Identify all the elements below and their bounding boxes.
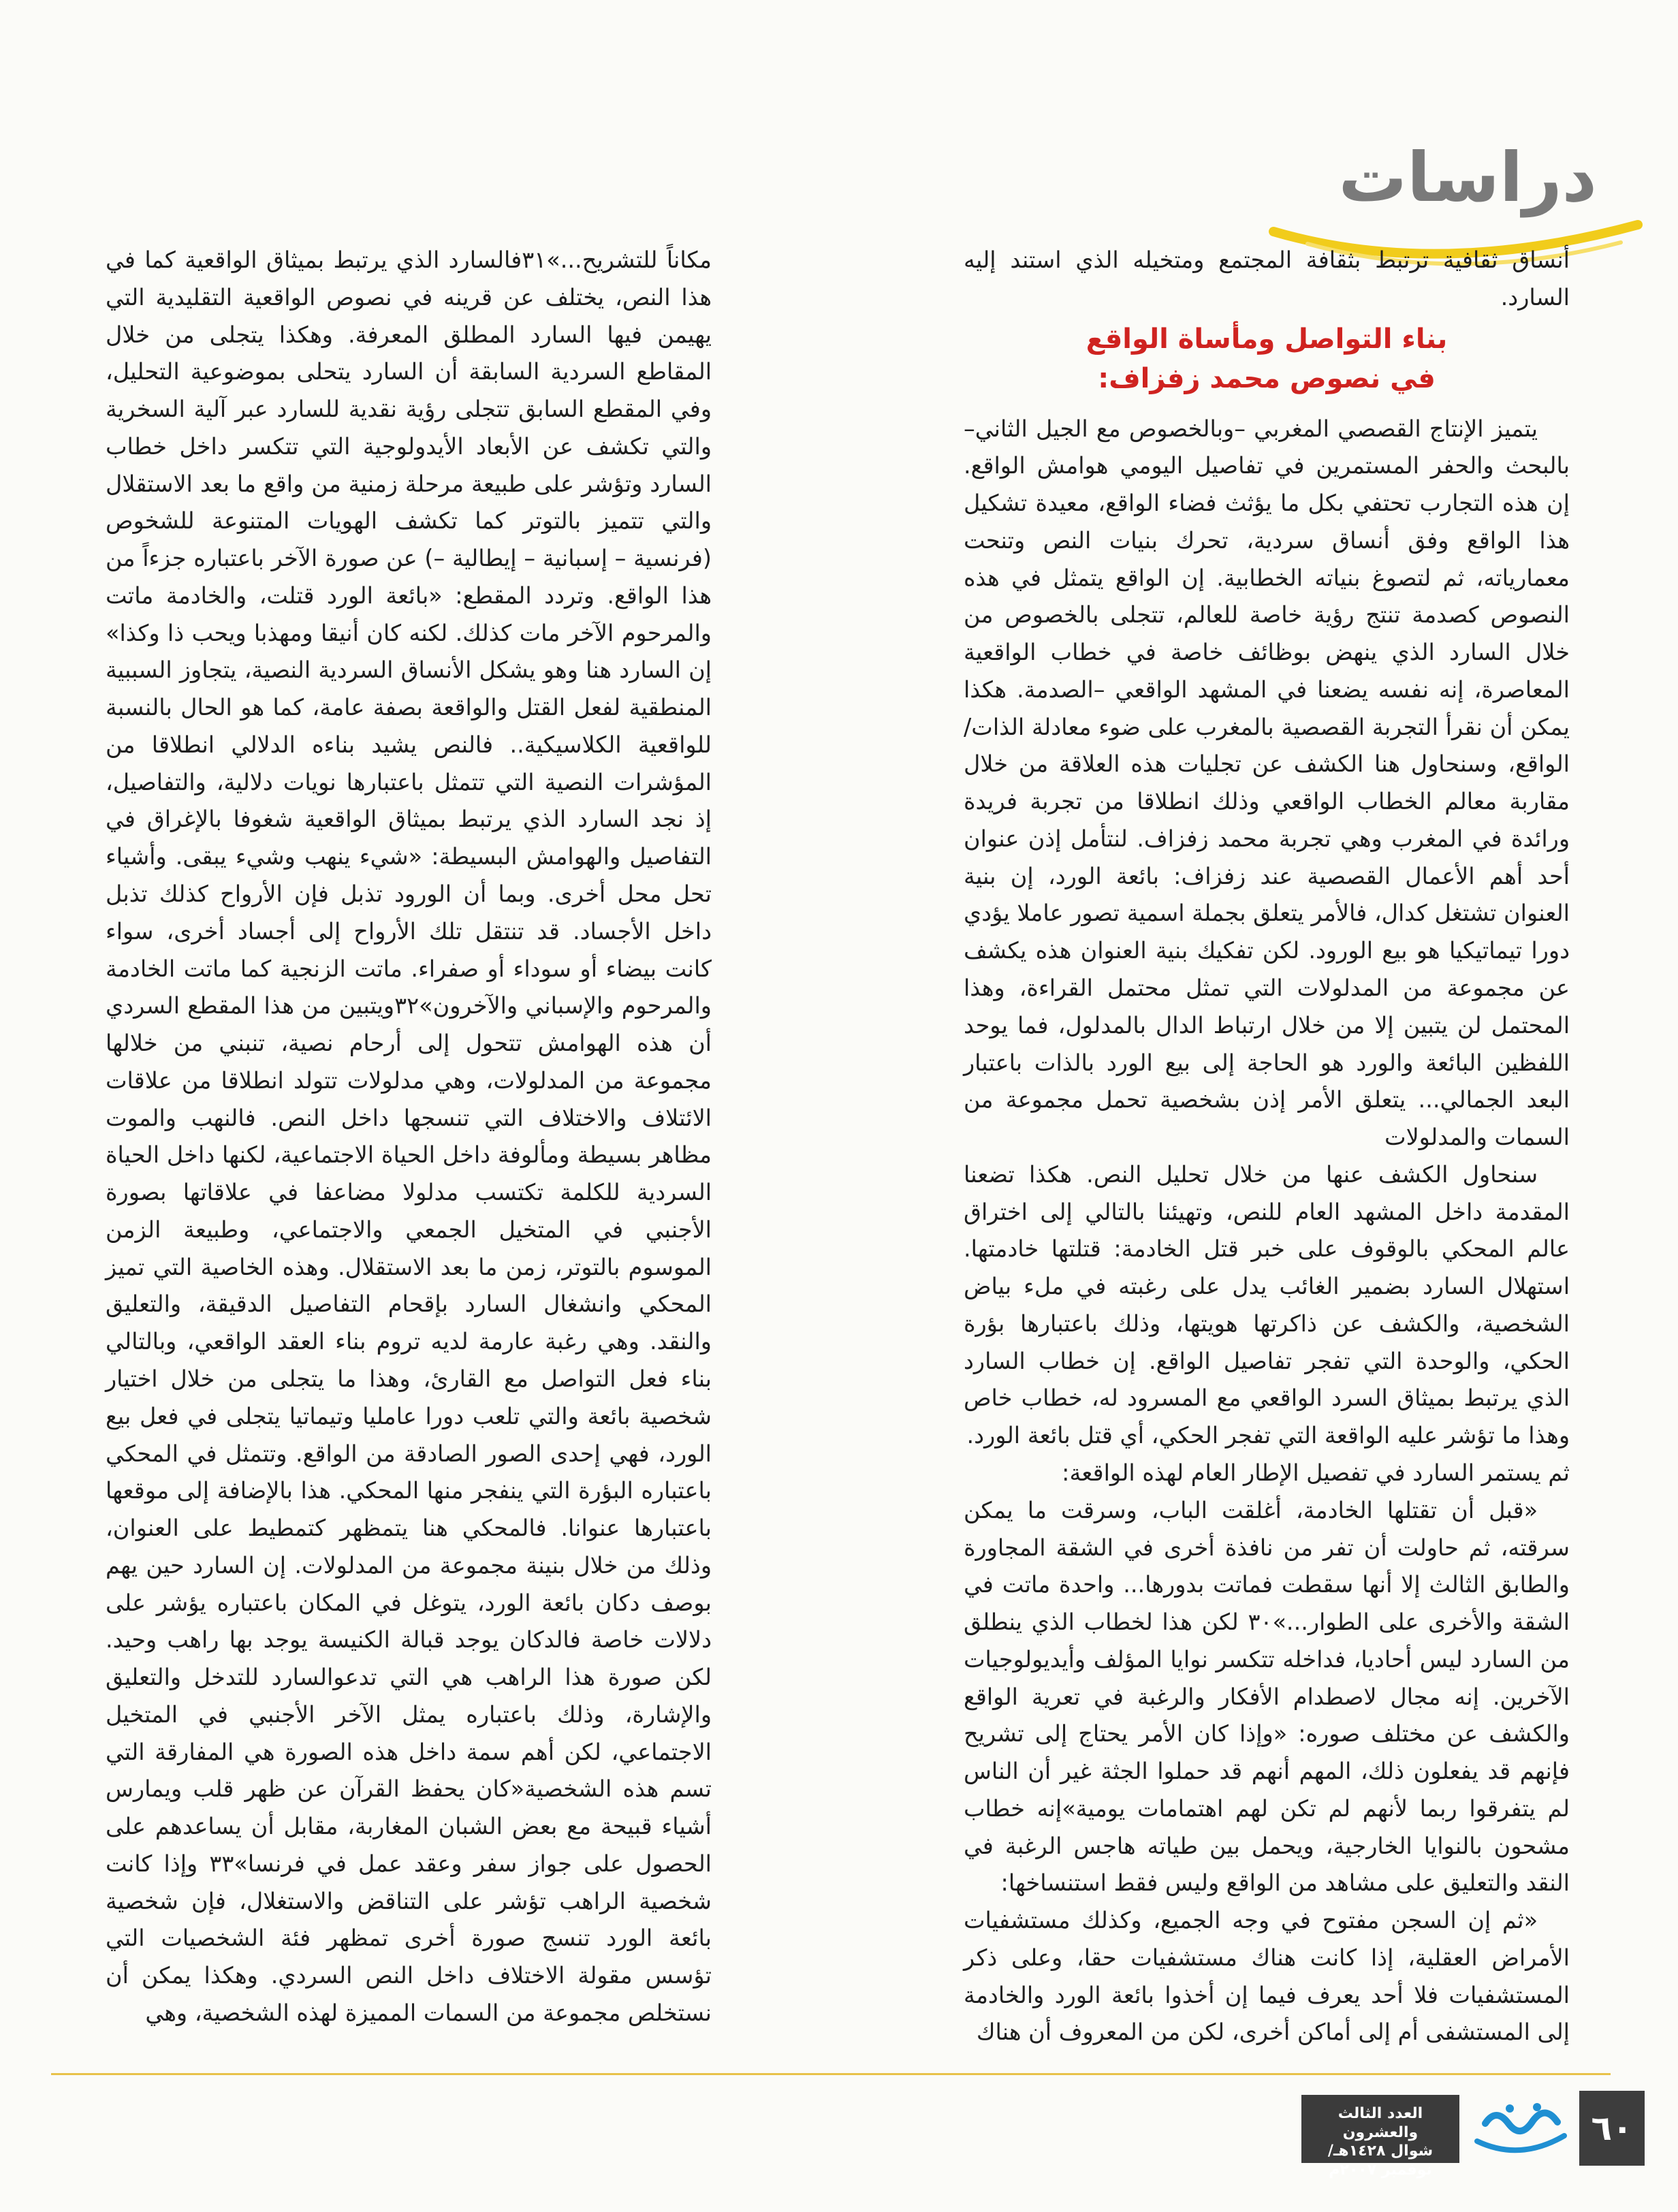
issue-info xyxy=(1301,2095,1459,2179)
subheading-line-1: بناء التواصل ومأساة الواقع xyxy=(1086,323,1448,355)
subheading-line-2: في نصوص محمد زفزاف: xyxy=(1098,362,1436,394)
intro-paragraph: أنساق ثقافية ترتبط بثقافة المجتمع ومتخيله الذي استند إليه السارد. xyxy=(964,247,1570,311)
page-footer xyxy=(1297,2091,1645,2178)
left-column xyxy=(106,242,712,2053)
body-paragraph: مكاناً للتشريح...»٣١فالسارد الذي يرتبط بميثاق الواقعية كما في هذا النص، يختلف عن قرينه في نصوص الواقعية التقليدية التي يهيمن فيها السارد المطلق المعرفة. وهكذا يتجلى من خلال المقاطع السردية السابقة أن السارد يتحلى بموضوعية التحليل، وفي المقطع السابق تتجلى رؤية نقدية للسارد عبر آلية السخرية والتي تكشف عن الأبعاد الأيدولوجية التي تتكسر داخل خطاب السارد وتؤشر على طبيعة مرحلة زمنية من واقع ما بعد الاستقلال والتي تتميز بالتوتر كما تكشف الهويات المتنوعة للشخوص (فرنسية – إسبانية – إيطالية –) عن صورة الآخر باعتباره جزءاً من هذا الواقع. وتردد المقطع: «بائعة الورد قتلت، والخادمة ماتت والمرحوم الآخر مات كذلك. لكنه كان أنيقا ومهذبا ويحب ذا وكذا» إن السارد هنا وهو يشكل الأنساق السردية النصية، يتجاوز السببية المنطقية لفعل القتل والواقعة بصفة عامة، كما هو الحال بالنسبة للواقعية الكلاسيكية.. فالنص يشيد بناءه الدلالي انطلاقا من المؤشرات النصية التي تتمثل باعتبارها نويات دلالية، والتفاصيل، إذ نجد السارد الذي يرتبط بميثاق الواقعية شغوفا بالإغراق في التفاصيل والهوامش البسيطة: «شيء ينهب وشيء يبقى. وأشياء تحل محل أخرى. وبما أن الورود تذبل فإن الأرواح كذلك تذبل داخل الأجساد. قد تنتقل تلك الأرواح إلى أجساد أخرى، سواء كانت بيضاء أو سوداء أو صفراء. ماتت الزنجية كما ماتت الخادمة والمرحوم والإسباني والآخرون»٣٢ويتبين من هذا المقطع السردي أن هذه الهوامش تتحول إلى أرحام نصية، تنبني من خلالها مجموعة من المدلولات، وهي مدلولات تتولد انطلاقا من علاقات الائتلاف والاختلاف التي تنسجها داخل النص. فالنهب والموت مظاهر بسيطة ومألوفة داخل الحياة الاجتماعية، لكنها داخل الحياة السردية للكلمة تكتسب مدلولا مضاعفا في علاقاتها بصورة الأجنبي في المتخيل الجمعي والاجتماعي، وطبيعة الزمن الموسوم بالتوتر، زمن ما بعد الاستقلال. وهذه الخاصية التي تميز المحكي وانشغال السارد بإقحام التفاصيل الدقيقة، والتعليق والنقد. وهي رغبة عارمة لديه تروم بناء العقد الواقعي، وبالتالي بناء فعل التواصل مع القارئ، وهذا ما يتجلى من خلال اختيار شخصية بائعة والتي تلعب دورا عامليا وتيماتيا يتجلى في فعل بيع الورد، فهي إحدى الصور الصادقة من الواقع. وتتمثل في المحكي باعتباره البؤرة التي ينفجر منها المحكي. هذا بالإضافة إلى موقعها باعتبارها عنوانا. فالمحكي هنا يتمظهر كتمطيط على العنوان، وذلك من خلال بنينة مجموعة من المدلولات. إن السارد حين يهم بوصف دكان بائعة الورد، يتوغل في المكان باعتباره يؤشر على دلالات خاصة فالدكان يوجد قبالة الكنيسة يوجد بها راهب وحيد. لكن صورة هذا الراهب هي التي تدعوالسارد للتدخل والتعليق والإشارة، وذلك باعتباره يمثل الآخر الأجنبي في المتخيل الاجتماعي، لكن أهم سمة داخل هذه الصورة هي المفارقة التي تسم هذه الشخصية«كان يحفظ القرآن عن ظهر قلب ويمارس أشياء قبيحة مع بعض الشبان المغاربة، مقابل أن يساعدهم على الحصول على جواز سفر وعقد عمل في فرنسا»٣٣ وإذا كانت شخصية الراهب تؤشر على التناقض والاستغلال، فإن شخصية بائعة الورد تنسج صورة أخرى تمظهر فئة الشخصيات التي تؤسس مقولة الاختلاف داخل النص السردي. وهكذا يمكن أن نستخلص مجموعة من السمات المميزة لهذه الشخصية، وهي xyxy=(106,247,712,2026)
body-paragraph: ثم يستمر السارد في تفصيل الإطار العام لهذه الواقعة: xyxy=(1062,1459,1570,1486)
footer-rule xyxy=(51,2073,1611,2075)
issue-number: العدد الثالث والعشرون xyxy=(1337,2105,1423,2141)
right-column xyxy=(964,242,1570,2053)
issue-date: شوال ١٤٢٨هـ/ نوفمبر ٢٠٠٧م xyxy=(1327,2143,1434,2179)
quote-paragraph: «ثم إن السجن مفتوح في وجه الجميع، وكذلك مستشفيات الأمراض العقلية، إذا كانت هناك مستشفيات حقا، وعلى ذكر المستشفيات فلا أحد يعرف فيما إن أخذوا بائعة الورد والخادمة إلى المستشفى أم إلى أماكن أخرى، لكن من المعروف أن هناك xyxy=(964,1907,1570,2046)
body-paragraph: يتميز الإنتاج القصصي المغربي –وبالخصوص مع الجيل الثاني– بالبحث والحفر المستمرين في تفاصيل اليومي هوامش الواقع. إن هذه التجارب تحتفي بكل ما يؤثث فضاء الواقع، معيدة تشكيل هذا الواقع وفق أنساق سردية، تحرك بنيات النص وتنحت معمارياته، ثم لتصوغ بنياته الخطابية. إن الواقع يتمثل في هذه النصوص كصدمة تنتج رؤية خاصة للعالم، تتجلى بالخصوص من خلال السارد الذي ينهض بوظائف خاصة في خطاب الواقعية المعاصرة، إنه نفسه يضعنا في المشهد الواقعي –الصدمة. هكذا يمكن أن نقرأ التجربة القصصية بالمغرب على ضوء معادلة الذات/الواقع، وسنحاول هنا الكشف عن تجليات هذه العلاقة من خلال مقاربة معالم الخطاب الواقعي وذلك انطلاقا من تجربة فريدة ورائدة في المغرب وهي تجربة محمد زفزاف. لنتأمل إذن عنوان أحد أهم الأعمال القصصية عند زفزاف: بائعة الورد، إن بنية العنوان تشتغل كدال، فالأمر يتعلق بجملة اسمية تصور عاملا يؤدي دورا تيماتيكيا هو بيع الورود. لكن تفكيك بنية العنوان هذه يكشف عن مجموعة من المدلولات التي تمثل محتمل القراءة، وهذا المحتمل لن يتبين إلا من خلال ارتباط الدال بالمدلول، فما يوحد اللفظين البائعة والورد هو الحاجة إلى بيع الورد بالذات باعتبار البعد الجمالي... يتعلق الأمر إذن بشخصية تحمل مجموعة من السمات والمدلولات xyxy=(964,415,1570,1151)
quote-paragraph: «قبل أن تقتلها الخادمة، أغلقت الباب، وسرقت ما يمكن سرقته، ثم حاولت أن تفر من نافذة أخرى في الشقة المجاورة والطابق الثالث إلا أنها سقطت فماتت بدورها... واحدة ماتت في الشقة والأخرى على الطوار...»٣٠ لكن هذا لخطاب الذي ينطلق من السارد ليس أحاديا، فداخله تتكسر نوايا المؤلف وأيديولوجيات الآخرين. إنه مجال لاصطدام الأفكار والرغبة في تعرية الواقع والكشف عن مختلف صوره: «وإذا كان الأمر يحتاج إلى تشريح فإنهم قد يفعلون ذلك، المهم أنهم قد حملوا الجثة غير أن الناس لم يتفرقوا ربما لأنهم لم تكن لهم اهتمامات يومية»إنه خطاب مشحون بالنوايا الخارجية، ويحمل بين طياته هاجس الرغبة في النقد والتعليق على مشاهد من الواقع وليس فقط استنساخها: xyxy=(964,1496,1570,1897)
page-number: ٦٠ xyxy=(1579,2091,1645,2166)
magazine-logo xyxy=(1469,2094,1571,2162)
subheading xyxy=(964,319,1570,398)
section-title: دراسات xyxy=(1338,138,1597,217)
body-paragraph: سنحاول الكشف عنها من خلال تحليل النص. هكذا تضعنا المقدمة داخل المشهد العام للنص، وتهيئنا بالتالي إلى اختراق عالم المحكي بالوقوف على خبر قتل الخادمة: قتلتها خادمتها. استهلال السارد بضمير الغائب يدل على رغبته في ملء بياض الشخصية، والكشف عن ذاكرتها هويتها، وذلك باعتبارها بؤرة الحكي، والوحدة التي تفجر تفاصيل الواقع. إن خطاب السارد الذي يرتبط بميثاق السرد الواقعي مع المسرود له، خطاب خاص وهذا ما تؤشر عليه الواقعة التي تفجر الحكي، أي قتل بائعة الورد. xyxy=(964,1160,1570,1449)
